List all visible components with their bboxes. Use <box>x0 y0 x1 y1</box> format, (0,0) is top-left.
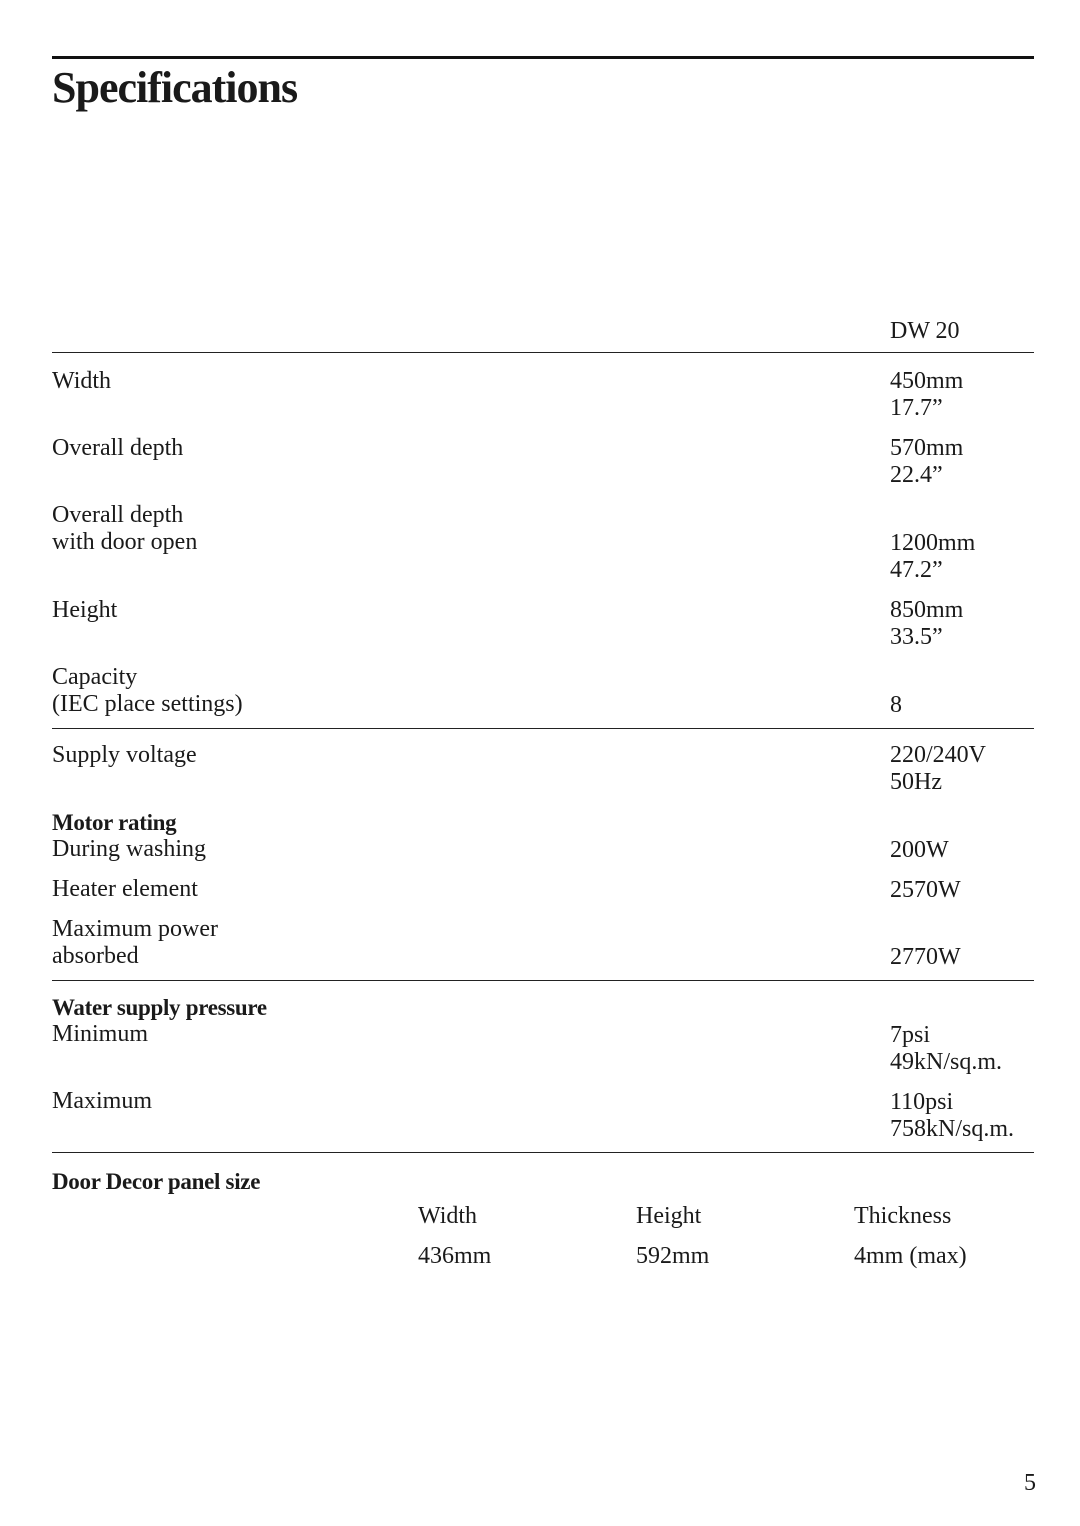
height-in: 33.5” <box>890 624 943 650</box>
rule-electrical <box>52 980 1034 981</box>
depth-label: Overall depth <box>52 435 184 461</box>
max-power-label-1: Maximum power <box>52 916 218 942</box>
max-power-value: 2770W <box>890 944 961 970</box>
height-label: Height <box>52 597 118 623</box>
door-val-thickness: 4mm (max) <box>854 1243 967 1269</box>
rule-dimensions <box>52 728 1034 729</box>
supply-label: Supply voltage <box>52 742 197 768</box>
supply-hz: 50Hz <box>890 769 942 795</box>
model-header: DW 20 <box>890 318 960 344</box>
depth-open-label-1: Overall depth <box>52 502 184 528</box>
heater-label: Heater element <box>52 876 198 902</box>
max-power-label-2: absorbed <box>52 943 139 969</box>
water-min-kn: 49kN/sq.m. <box>890 1049 1003 1075</box>
title-rule <box>52 56 1034 59</box>
rule-model <box>52 352 1034 353</box>
water-max-label: Maximum <box>52 1088 152 1114</box>
rule-water <box>52 1152 1034 1153</box>
depth-open-mm: 1200mm <box>890 530 976 556</box>
door-panel-heading: Door Decor panel size <box>52 1169 261 1194</box>
capacity-label-2: (IEC place settings) <box>52 691 243 717</box>
depth-open-in: 47.2” <box>890 557 943 583</box>
width-label: Width <box>52 368 112 394</box>
door-col-width: Width <box>418 1203 478 1229</box>
height-mm: 850mm <box>890 597 964 623</box>
door-val-height: 592mm <box>636 1243 710 1269</box>
depth-open-label-2: with door open <box>52 529 198 555</box>
depth-in: 22.4” <box>890 462 943 488</box>
door-val-width: 436mm <box>418 1243 492 1269</box>
washing-label: During washing <box>52 836 206 862</box>
page-number: 5 <box>1024 1470 1036 1496</box>
width-mm: 450mm <box>890 368 964 394</box>
door-col-thickness: Thickness <box>854 1203 952 1229</box>
water-min-label: Minimum <box>52 1021 149 1047</box>
water-max-psi: 110psi <box>890 1089 954 1115</box>
depth-mm: 570mm <box>890 435 964 461</box>
water-heading: Water supply pressure <box>52 995 267 1020</box>
page-title: Specifications <box>52 63 298 112</box>
water-max-kn: 758kN/sq.m. <box>890 1116 1015 1142</box>
capacity-label-1: Capacity <box>52 664 138 690</box>
width-in: 17.7” <box>890 395 943 421</box>
heater-value: 2570W <box>890 877 961 903</box>
supply-volts: 220/240V <box>890 742 986 768</box>
water-min-psi: 7psi <box>890 1022 931 1048</box>
door-col-height: Height <box>636 1203 702 1229</box>
motor-heading: Motor rating <box>52 810 177 835</box>
capacity-value: 8 <box>890 692 902 718</box>
washing-value: 200W <box>890 837 949 863</box>
